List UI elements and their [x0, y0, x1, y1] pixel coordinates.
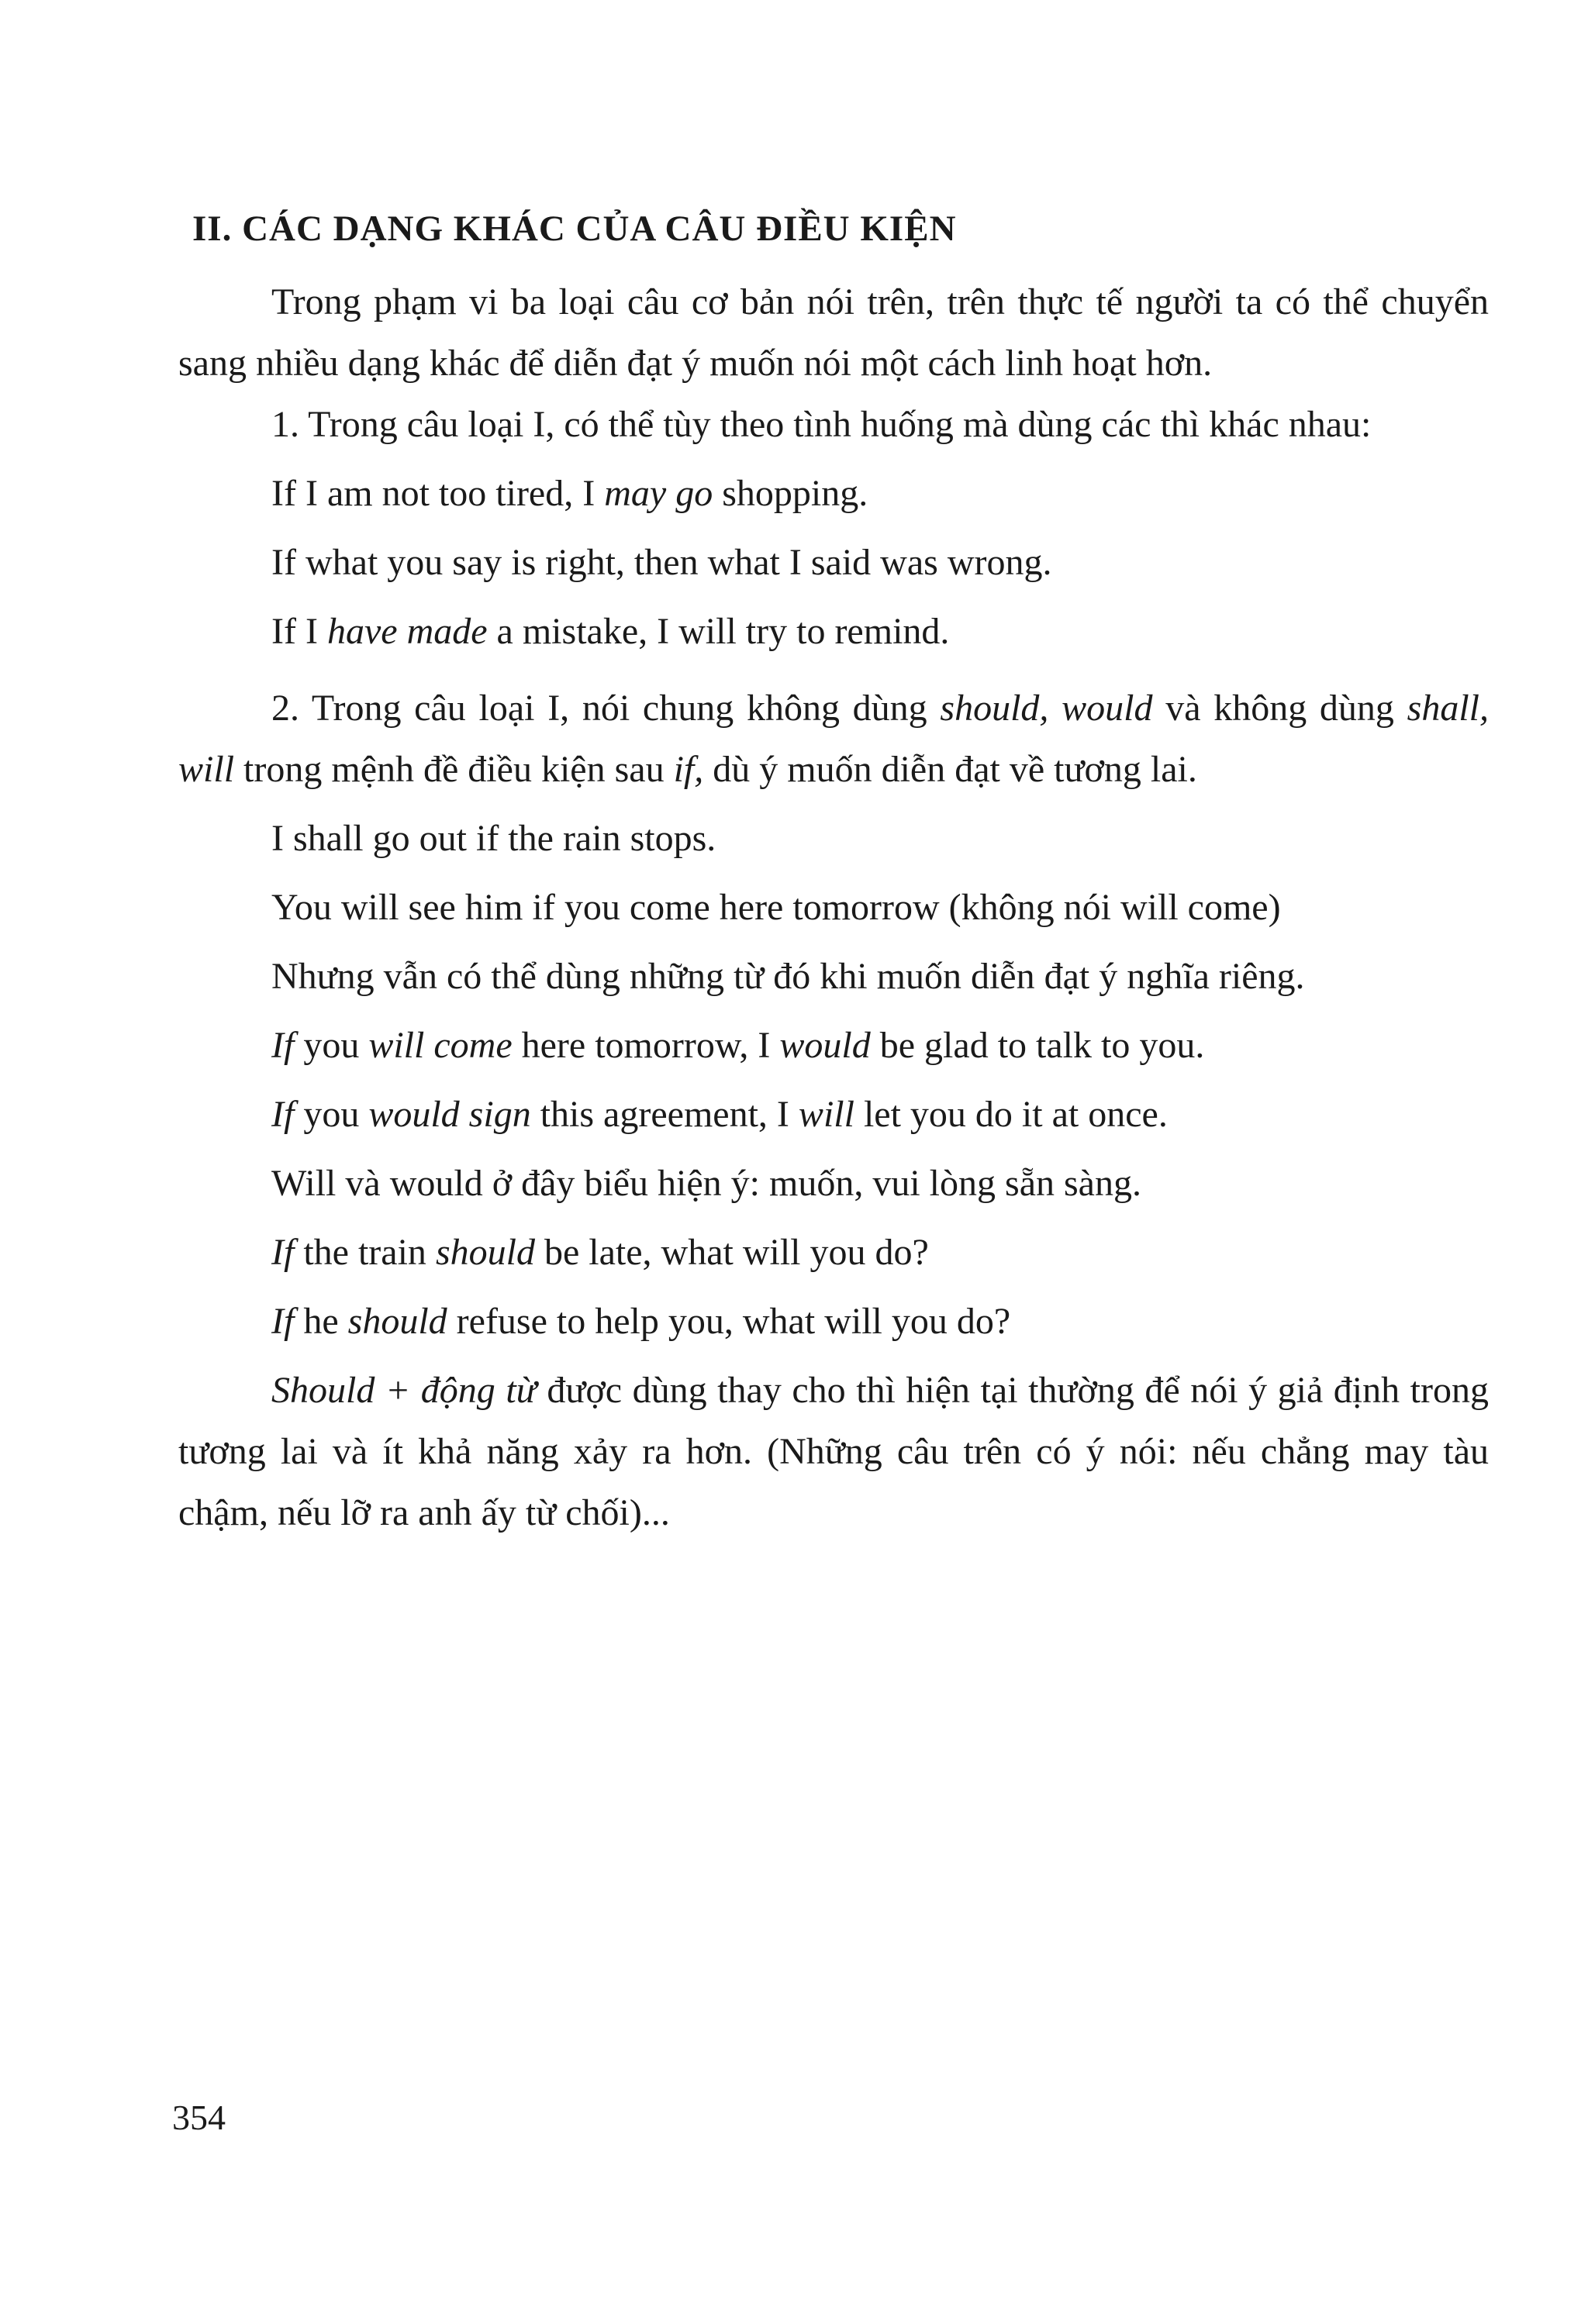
italic-text: If [271, 1232, 295, 1273]
italic-text: would [779, 1025, 871, 1066]
text-run: be glad to talk to you. [870, 1025, 1205, 1066]
italic-text: should, would [940, 688, 1153, 729]
text-run: Trong phạm vi ba loại câu cơ bản nói trên, trên thực tế người ta có thể chuyển sang nhiều dạng khác để diễn đạt ý muốn nói một cách linh hoạt hơn. [178, 281, 1489, 384]
text-run: trong mệnh đề điều kiện sau [234, 749, 674, 790]
paragraph [178, 394, 1489, 455]
paragraph [178, 946, 1489, 1007]
italic-text: should [435, 1232, 535, 1273]
italic-text: Should + động từ [271, 1370, 537, 1411]
paragraph [178, 1015, 1489, 1076]
example-sentence [178, 463, 1489, 524]
text-run: be late, what will you do? [534, 1232, 929, 1273]
text-run: shopping. [713, 473, 868, 514]
text-run: here tomorrow, I [512, 1025, 780, 1066]
italic-text: If [271, 1094, 295, 1135]
text-run: this agreement, I [530, 1094, 799, 1135]
italic-text: have made [326, 611, 488, 652]
text-run: the train [294, 1232, 436, 1273]
text-run: được dùng thay cho thì hiện tại thường để nói ý giả định trong tương lai và ít khả năng xảy ra hơn. (Những câu trên có ý nói: nếu chẳng may tàu chậm, nếu lỡ ra anh ấy từ chối)... [178, 1370, 1489, 1533]
body-text [178, 271, 1489, 1543]
text-run: If I am not too tired, I [271, 473, 605, 514]
text-run: refuse to help you, what will you do? [447, 1301, 1011, 1342]
text-run: let you do it at once. [854, 1094, 1168, 1135]
text-run: you [294, 1025, 369, 1066]
italic-text: if, [673, 749, 704, 790]
italic-text: If [271, 1025, 295, 1066]
italic-text: will come [368, 1025, 513, 1066]
section-heading: II. CÁC DẠNG KHÁC CỦA CÂU ĐIỀU KIỆN [192, 209, 957, 249]
text-run: If what you say is right, then what I said was wrong. [271, 542, 1052, 583]
example-sentence [178, 1291, 1489, 1352]
text-run: I shall go out if the rain stops. [271, 818, 716, 859]
example-sentence [178, 808, 1489, 869]
text-run: a mistake, I will try to remind. [487, 611, 950, 652]
text-run: If I [271, 611, 327, 652]
text-run: 2. Trong câu loại I, nói chung không dùng [271, 688, 941, 729]
paragraph [178, 877, 1489, 938]
example-sentence [178, 532, 1489, 593]
example-sentence [178, 1084, 1489, 1145]
italic-text: would sign [368, 1094, 531, 1135]
example-sentence [178, 1222, 1489, 1283]
text-run: Nhưng vẫn có thể dùng những từ đó khi muốn diễn đạt ý nghĩa riêng. [271, 956, 1305, 997]
text-run: 1. Trong câu loại I, có thể tùy theo tình huống mà dùng các thì khác nhau: [271, 404, 1372, 445]
text-run: và không dùng [1152, 688, 1407, 729]
example-sentence [178, 601, 1489, 662]
italic-text: If [271, 1301, 295, 1342]
text-run: you [294, 1094, 369, 1135]
paragraph [178, 678, 1489, 800]
italic-text: shall, will [178, 688, 1490, 790]
italic-text: may go [604, 473, 713, 514]
text-run: he [294, 1301, 348, 1342]
paragraph [178, 1360, 1489, 1543]
italic-text: will [798, 1094, 854, 1135]
page-number: 354 [172, 2098, 226, 2137]
example-sentence [178, 1153, 1489, 1214]
italic-text: should [347, 1301, 447, 1342]
text-run: You will see him if you come here tomorrow (không nói will come) [271, 887, 1281, 928]
text-run: dù ý muốn diễn đạt về tương lai. [703, 749, 1197, 790]
text-run: Will và would ở đây biểu hiện ý: muốn, vui lòng sẵn sàng. [271, 1163, 1141, 1204]
paragraph [178, 271, 1489, 394]
